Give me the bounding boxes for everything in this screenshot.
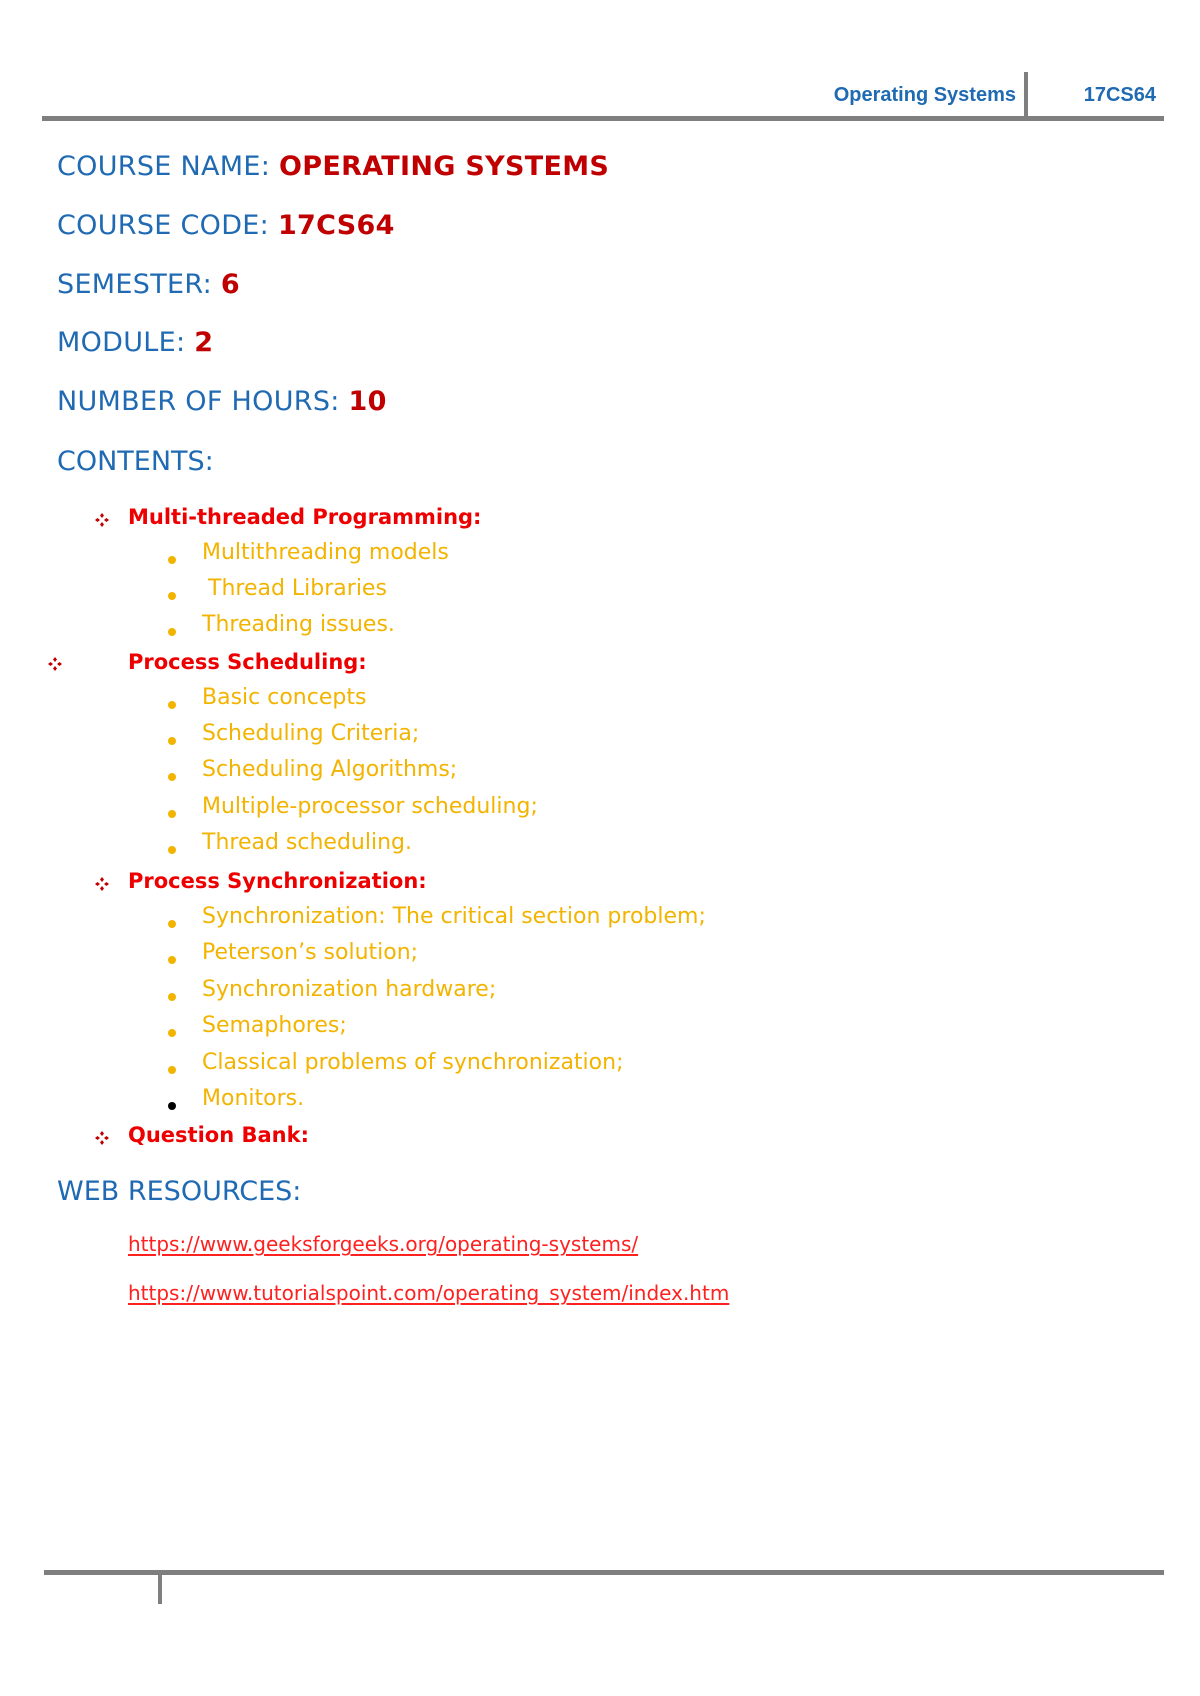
round-bullet-icon [168,628,176,636]
list-item: Synchronization: The critical section problem; [202,904,706,929]
topic-title: Process Synchronization: [128,869,427,893]
footer-divider [158,1572,162,1604]
round-bullet-icon [168,701,176,709]
semester-value: 6 [220,269,240,300]
header-rule [42,116,1164,121]
round-bullet-icon [168,1066,176,1074]
list-item: Thread Libraries [208,576,387,601]
list-item: Threading issues. [202,612,395,637]
course-name-label: COURSE NAME: [57,151,280,182]
list-item: Basic concepts [202,685,367,710]
list-item: Scheduling Criteria; [202,721,420,746]
four-diamond-bullet-icon [95,1131,109,1145]
round-bullet-icon [168,993,176,1001]
topic-title: Process Scheduling: [128,650,367,674]
hours-line [57,386,387,417]
module-label: MODULE: [57,327,195,358]
list-item: Peterson’s solution; [202,940,419,965]
module-value: 2 [194,327,214,358]
round-bullet-icon [168,1029,176,1037]
round-bullet-icon [168,773,176,781]
four-diamond-bullet-icon [95,877,109,891]
web-resources-heading: WEB RESOURCES: [57,1176,302,1207]
list-item: Multiple-processor scheduling; [202,794,538,819]
hours-label: NUMBER OF HOURS: [57,386,349,417]
round-bullet-icon [168,556,176,564]
course-code-value: 17CS64 [277,210,395,241]
contents-heading: CONTENTS: [57,446,214,477]
round-bullet-icon [168,810,176,818]
round-bullet-icon [168,592,176,600]
resource-link-tutorialspoint[interactable]: https://www.tutorialspoint.com/operating_system/index.htm [128,1281,730,1305]
header-divider [1024,72,1028,118]
round-bullet-icon [168,956,176,964]
header-title: Operating Systems [833,84,1016,106]
round-bullet-icon [168,1102,176,1110]
topic-title: Multi-threaded Programming: [128,505,482,529]
round-bullet-icon [168,737,176,745]
header-course-code: 17CS64 [1083,84,1156,106]
round-bullet-icon [168,846,176,854]
module-line [57,327,213,358]
four-diamond-bullet-icon [95,513,109,527]
list-item: Classical problems of synchronization; [202,1050,624,1075]
semester-line [57,269,240,300]
course-name-line [57,151,609,182]
list-item: Thread scheduling. [202,830,412,855]
hours-value: 10 [348,386,387,417]
resource-link-geeksforgeeks[interactable]: https://www.geeksforgeeks.org/operating-systems/ [128,1232,639,1256]
semester-label: SEMESTER: [57,269,221,300]
four-diamond-bullet-icon [48,657,62,671]
round-bullet-icon [168,920,176,928]
topic-title: Question Bank: [128,1123,309,1147]
course-name-value: OPERATING SYSTEMS [279,151,610,182]
list-item: Semaphores; [202,1013,347,1038]
course-code-line [57,210,395,241]
list-item: Synchronization hardware; [202,977,497,1002]
list-item: Monitors. [202,1086,305,1111]
footer-rule [44,1570,1164,1575]
list-item: Scheduling Algorithms; [202,757,458,782]
course-code-label: COURSE CODE: [57,210,278,241]
list-item: Multithreading models [202,540,449,565]
